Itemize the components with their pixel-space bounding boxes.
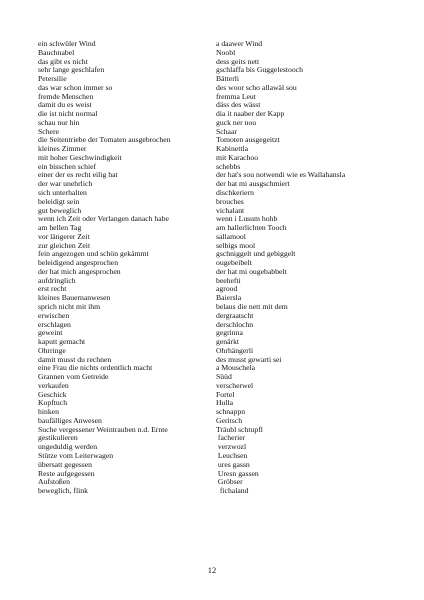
german-term: am hellen Tag: [38, 224, 82, 233]
dialect-term: Geritsch: [216, 416, 243, 425]
german-term: damit musst du rechnen: [38, 355, 112, 364]
dialect-term: Uresn gassen: [216, 469, 259, 478]
german-term: hinken: [38, 408, 59, 417]
german-column: [38, 40, 213, 496]
german-term: kleines Bauernanwesen: [38, 294, 111, 303]
dialect-term: Schaar: [216, 127, 237, 136]
dialect-term: dischkeriern: [216, 189, 254, 198]
dialect-term: Bätterli: [216, 75, 240, 84]
german-term: ein schwüler Wind: [38, 40, 96, 48]
german-term: das war schon immer so: [38, 83, 113, 92]
german-term: vor längerer Zeit: [38, 232, 90, 241]
dialect-term: wenn i Lusum hohb: [216, 215, 278, 224]
german-term: sprich nicht mit ihm: [38, 302, 101, 311]
dialect-term: belaus die nett mit dem: [216, 302, 288, 311]
dialect-term: gschlaffa bis Guggelestooch: [216, 66, 303, 75]
german-term: zur gleichen Zeit: [38, 241, 91, 250]
dialect-term: brouches: [216, 197, 244, 206]
german-term: eine Frau die nichts ordentlich macht: [38, 364, 153, 373]
german-term: baufälliges Anwesen: [38, 416, 102, 425]
dialect-term: Hulla: [216, 399, 234, 408]
german-term: ein bisschen schief: [38, 162, 97, 171]
german-term: beleidigt sein: [38, 197, 80, 206]
dialect-term: Träubl schtupfl: [216, 425, 263, 434]
german-term: das gibt es nicht: [38, 57, 88, 66]
german-term: Schere: [38, 127, 59, 136]
german-term: Stütze vom Leiterwagen: [38, 451, 114, 460]
dialect-term: Gröbser: [216, 478, 243, 487]
german-term: wenn ich Zeit oder Verlangen danach habe: [38, 215, 169, 224]
german-term: beweglich, flink: [38, 487, 88, 496]
dialect-term: mit Karachoo: [216, 153, 259, 162]
german-term: erst recht: [38, 285, 67, 294]
german-term: die Seitentriebe der Tomaten ausgebrochen: [38, 136, 171, 145]
dialect-term: am hallerlichten Tooch: [216, 224, 287, 233]
dialect-term: des woor scho allawäl sou: [216, 83, 297, 92]
german-term: kaputt gemacht: [38, 338, 86, 347]
dialect-term: Kabinettla: [216, 145, 249, 154]
page-number: 12: [207, 565, 217, 575]
german-term: die ist nicht normal: [38, 110, 98, 119]
german-term: Aufstoßen: [38, 478, 71, 487]
german-term: erschlagen: [38, 320, 71, 329]
dialect-term: Noobl: [216, 48, 236, 57]
german-term: ungeduldig werden: [38, 443, 98, 452]
dialect-term: gegrinna: [216, 329, 243, 338]
dialect-term: verscherwel: [216, 381, 254, 390]
german-term: Geschick: [38, 390, 67, 399]
german-term: einer der es recht eilig hat: [38, 171, 118, 180]
dialect-term: ougebeibelt: [216, 259, 252, 268]
german-term: gut beweglich: [38, 206, 82, 215]
german-term: Bauchnabel: [38, 48, 75, 57]
german-term: der hat mich angesprochen: [38, 267, 121, 276]
german-term: gestikulieren: [38, 434, 78, 443]
dialect-term: genärkt: [216, 338, 240, 347]
german-term: kleines Zimmer: [38, 145, 87, 154]
dialect-term: a daawer Wind: [216, 40, 263, 48]
german-term: erwischen: [38, 311, 70, 320]
german-term: Reste aufgegessen: [38, 469, 95, 478]
dialect-term: Baiersla: [216, 294, 242, 303]
german-term: Ohrringe: [38, 346, 66, 355]
german-term: fein angezogen und schön gekämmt: [38, 250, 149, 259]
dialect-term: vichalant: [216, 206, 245, 215]
dialect-term: des musst gewarti sei: [216, 355, 282, 364]
dialect-term: dia it naaber der Kapp: [216, 110, 285, 119]
dialect-term: sallamool: [216, 232, 246, 241]
dialect-term: der hat mi ougebabbelt: [216, 267, 287, 276]
dialect-term: agrood: [216, 285, 238, 294]
dialect-term: Tomoten ausgegeitzt: [216, 136, 280, 145]
german-term: Suche vergessener Weintrauben n.d. Ernte: [38, 425, 168, 434]
german-term: fremde Menschen: [38, 92, 94, 101]
german-term: sehr lange geschlafen: [38, 66, 105, 75]
dialect-term: selbigs mool: [216, 241, 256, 250]
german-term: beleidigend angesprochen: [38, 259, 119, 268]
dialect-term: Ohrhängerli: [216, 346, 254, 355]
dialect-term: a Mouschela: [216, 364, 256, 373]
dialect-term: fichaland: [216, 487, 249, 496]
german-term: Grannen vom Getreide: [38, 373, 109, 382]
german-term: schau nur hin: [38, 118, 80, 127]
german-term: verkaufen: [38, 381, 69, 390]
german-term: geweint: [38, 329, 63, 338]
dialect-term: Süüd: [216, 373, 232, 382]
german-term: mit hoher Geschwindigkeit: [38, 153, 122, 162]
dialect-term: verzwozl: [216, 443, 247, 452]
dialect-term: ures gassn: [216, 460, 250, 469]
dialect-term: gschniggelt und gebiggelt: [216, 250, 296, 259]
dialect-term: facherier: [216, 434, 246, 443]
german-term: Petersilie: [38, 75, 67, 84]
dialect-term: dergraatscht: [216, 311, 254, 320]
dialect-term: Leuchsen: [216, 451, 248, 460]
dialect-term: Fortel: [216, 390, 235, 399]
german-term: übersatt gegessen: [38, 460, 93, 469]
dialect-term: schebbs: [216, 162, 241, 171]
dialect-term: schnappn: [216, 408, 246, 417]
dialect-term: dess geits nett: [216, 57, 260, 66]
dialect-term: fremma Leut: [216, 92, 256, 101]
german-term: Kopftuch: [38, 399, 68, 408]
dialect-term: der hat's sou notwendi wie es Wallahansla: [216, 171, 346, 180]
dialect-term: der hat mi ausgschmiert: [216, 180, 290, 189]
dialect-term: guck ner nou: [216, 118, 257, 127]
dialect-term: däss des wässt: [216, 101, 261, 110]
dialect-term: beehefti: [216, 276, 241, 285]
german-term: der war unehrlich: [38, 180, 93, 189]
german-term: aufdringlich: [38, 276, 76, 285]
german-term: sich unterhalten: [38, 189, 87, 198]
german-term: damit du es weist: [38, 101, 92, 110]
dialect-column: [216, 40, 396, 496]
dialect-term: derschlochn: [216, 320, 254, 329]
